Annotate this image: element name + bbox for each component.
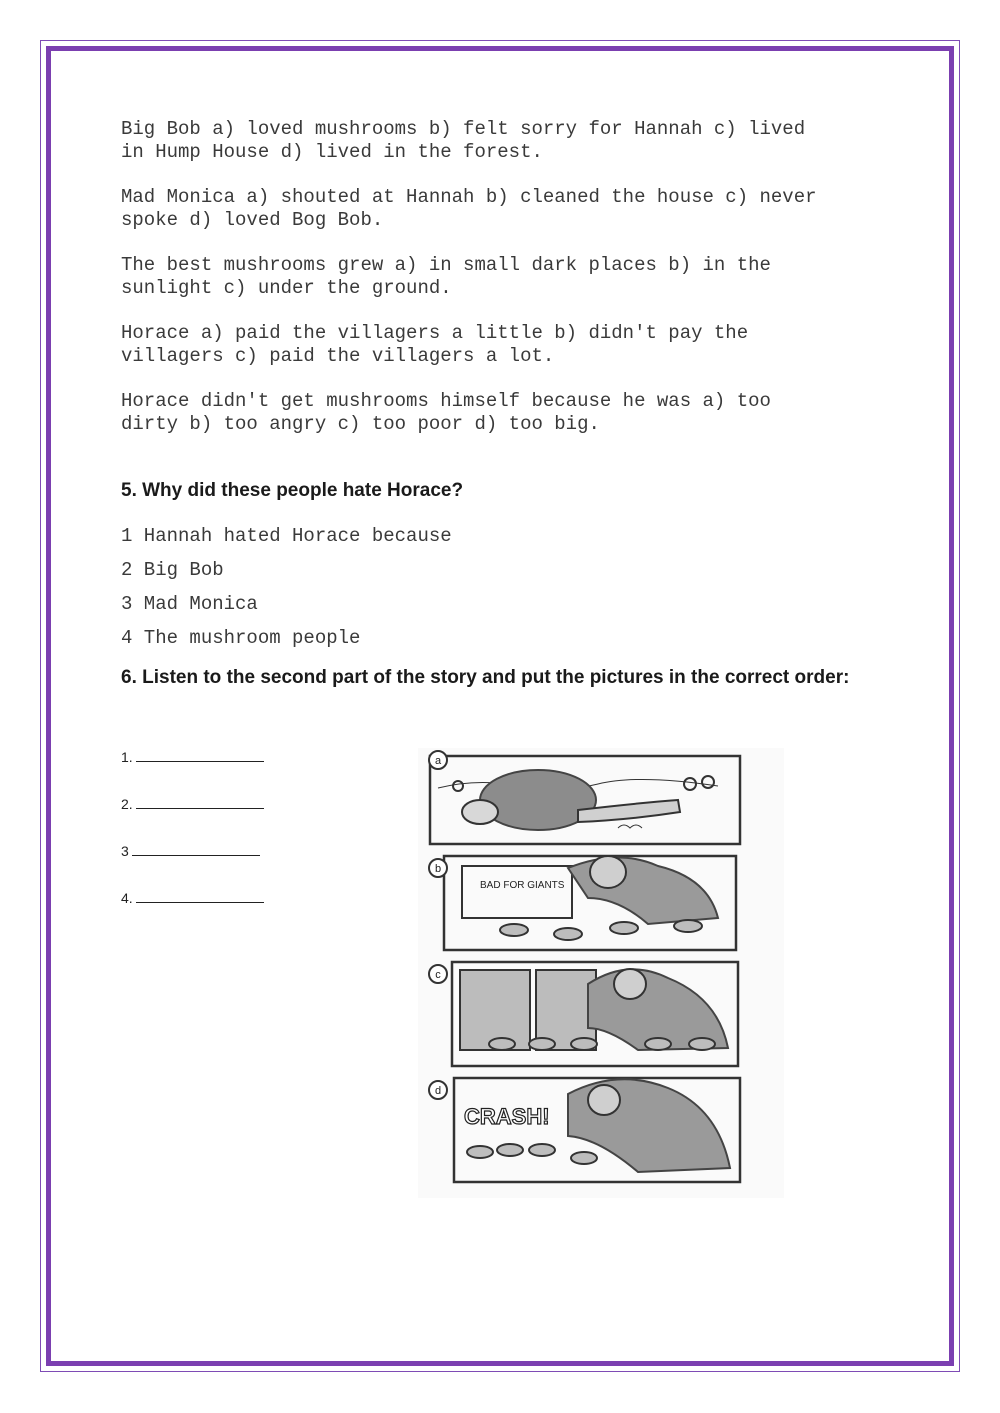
answer-line[interactable] [132,841,260,856]
q5-line-big-bob[interactable]: 2 Big Bob [121,559,224,581]
panel-letter: c [435,969,441,981]
question-5-heading: 5. Why did these people hate Horace? [121,480,464,501]
q5-line-mushroom-people[interactable]: 4 The mushroom people [121,627,361,649]
question-5-lines [121,525,452,661]
comic-illustration [418,748,784,1198]
panel-letter: a [434,755,442,767]
comic-panel-c [429,962,738,1066]
order-number: 2. [121,796,133,812]
mc-item-horace-himself: Horace didn't get mushrooms himself because he was a) too dirty b) too angry c) too poor d) too big. [121,390,771,435]
comic-panel-d [429,1078,740,1182]
comic-panels [418,748,784,1198]
mc-item-mad-monica: Mad Monica a) shouted at Hannah b) cleaned the house c) never spoke d) loved Bog Bob. [121,186,817,231]
order-blank-1[interactable] [121,747,264,794]
comic-panel-a [429,751,740,844]
crash-sound-text: CRASH! [464,1104,550,1129]
mc-item-horace-paid: Horace a) paid the villagers a little b) didn't pay the villagers c) paid the villagers a lot. [121,322,749,367]
question-6-heading: 6. Listen to the second part of the story and put the pictures in the correct order: [121,667,850,688]
panel-letter: d [434,1085,442,1097]
answer-line[interactable] [136,794,264,809]
q5-line-mad-monica[interactable]: 3 Mad Monica [121,593,258,615]
comic-panel-b [429,856,736,950]
order-blank-4[interactable] [121,888,264,935]
order-number: 4. [121,890,133,906]
panel-letter: b [434,863,442,875]
answer-line[interactable] [136,888,264,903]
sign-text: BAD FOR GIANTS [480,880,565,891]
mc-item-mushrooms: The best mushrooms grew a) in small dark places b) in the sunlight c) under the ground. [121,254,771,299]
q5-line-hannah[interactable]: 1 Hannah hated Horace because [121,525,452,547]
order-blank-2[interactable] [121,794,264,841]
multiple-choice-section [121,118,881,458]
answer-line[interactable] [136,747,264,762]
order-blank-3[interactable] [121,841,264,888]
order-number: 1. [121,749,133,765]
mc-item-big-bob: Big Bob a) loved mushrooms b) felt sorry for Hannah c) lived in Hump House d) lived in the forest. [121,118,806,163]
order-number: 3 [121,843,129,859]
order-answer-blanks [121,747,264,935]
